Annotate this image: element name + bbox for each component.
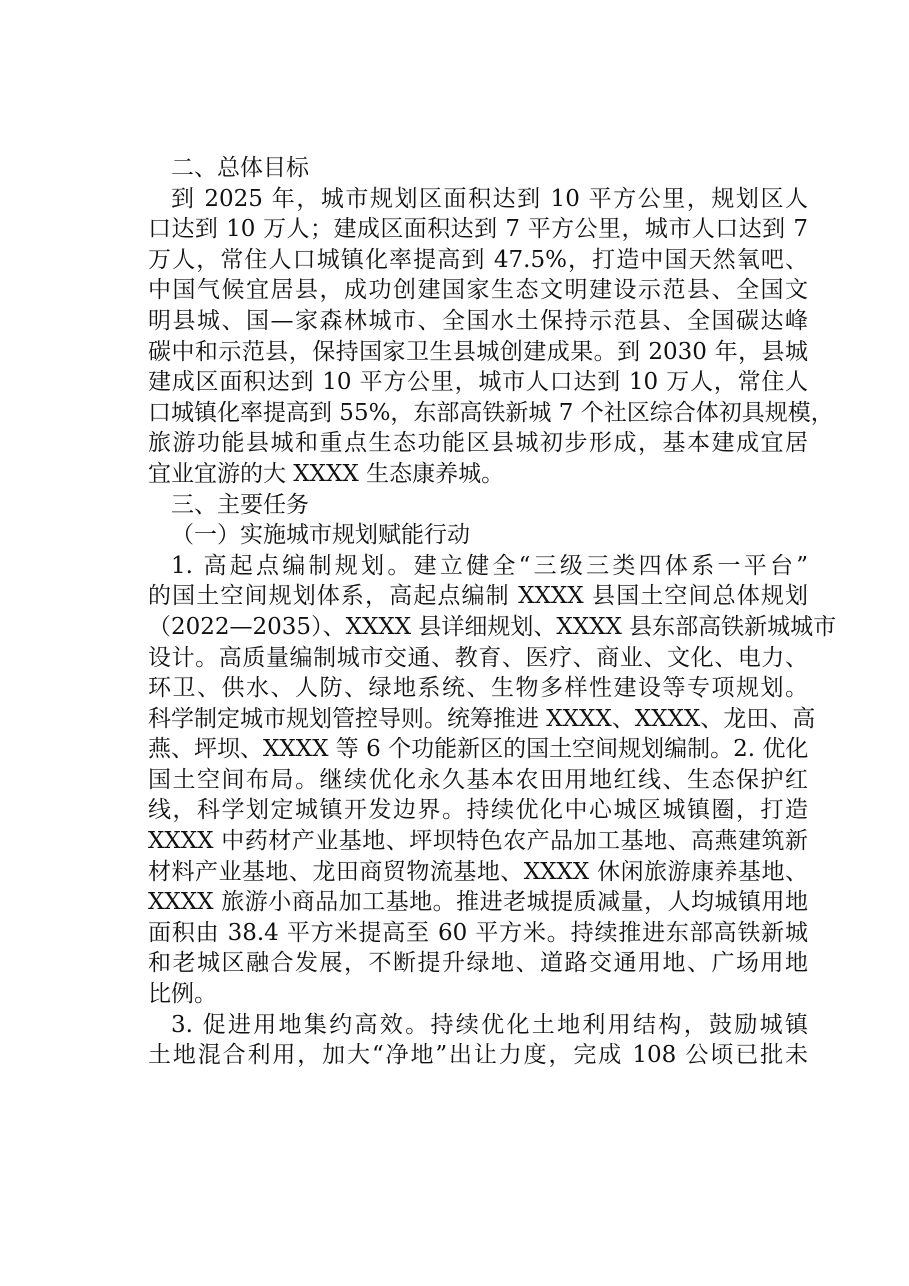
text-line: 材料产业基地、龙田商贸物流基地、XXXX 休闲旅游康养基地、 — [148, 858, 808, 885]
text-line: XXXX 旅游小商品加工基地。推进老城提质减量，人均城镇用地 — [148, 889, 808, 916]
text-line: 和老城区融合发展，不断提升绿地、道路交通用地、广场用地 — [148, 950, 808, 977]
text-line: 国土空间布局。继续优化永久基本农田用地红线、生态保护红 — [148, 766, 808, 793]
text-line: 燕、坪坝、XXXX 等 6 个功能新区的国土空间规划编制。2. 优化 — [148, 736, 809, 763]
text-line: 1. 高起点编制规划。建立健全“三级三类四体系一平台” — [171, 552, 808, 579]
text-line: 线，科学划定城镇开发边界。持续优化中心城区城镇圈，打造 — [148, 797, 808, 824]
text-line: 比例。 — [148, 981, 217, 1008]
text-line: 明县城、国—家森林城市、全国水土保持示范县、全国碳达峰 — [148, 307, 808, 334]
text-line: 中国气候宜居县，成功创建国家生态文明建设示范县、全国文 — [148, 277, 808, 304]
text-line: （一）实施城市规划赋能行动 — [171, 522, 470, 549]
text-line: 面积由 38.4 平方米提高至 60 平方米。持续推进东部高铁新城 — [148, 919, 808, 946]
text-line: 口城镇化率提高到 55%，东部高铁新城 7 个社区综合体初具规模， — [148, 399, 834, 426]
text-line: 万人，常住人口城镇化率提高到 47.5%，打造中国天然氧吧、 — [148, 246, 808, 273]
text-line: 二、总体目标 — [171, 155, 309, 181]
text-line: 旅游功能县城和重点生态功能区县城初步形成，基本建成宜居 — [148, 430, 808, 457]
text-line: 口达到 10 万人；建成区面积达到 7 平方公里，城市人口达到 7 — [148, 216, 808, 243]
text-line: 的国土空间规划体系，高起点编制 XXXX 县国土空间总体规划 — [148, 583, 808, 610]
document-body — [148, 153, 837, 1071]
text-line: 设计。高质量编制城市交通、教育、医疗、商业、文化、电力、 — [148, 644, 808, 671]
text-line: 3. 促进用地集约高效。持续优化土地利用结构，鼓励城镇 — [171, 1011, 808, 1038]
text-line: 三、主要任务 — [171, 491, 309, 518]
text-line: 科学制定城市规划管控导则。统筹推进 XXXX、XXXX、龙田、高 — [148, 705, 816, 732]
text-line: XXXX 中药材产业基地、坪坝特色农产品加工基地、高燕建筑新 — [148, 828, 808, 855]
text-line: 土地混合利用，加大“净地”出让力度，完成 108 公顷已批未 — [148, 1042, 808, 1069]
text-line: 到 2025 年，城市规划区面积达到 10 平方公里，规划区人 — [171, 185, 808, 212]
text-line: （2022—2035）、XXXX 县详细规划、XXXX 县东部高铁新城城市 — [148, 613, 837, 640]
text-line: 环卫、供水、人防、绿地系统、生物多样性建设等专项规划。 — [148, 675, 808, 702]
text-line: 建成区面积达到 10 平方公里，城市人口达到 10 万人，常住人 — [148, 369, 808, 396]
text-line: 宜业宜游的大 XXXX 生态康养城。 — [148, 460, 505, 487]
text-line: 碳中和示范县，保持国家卫生县城创建成果。到 2030 年，县城 — [148, 338, 808, 365]
